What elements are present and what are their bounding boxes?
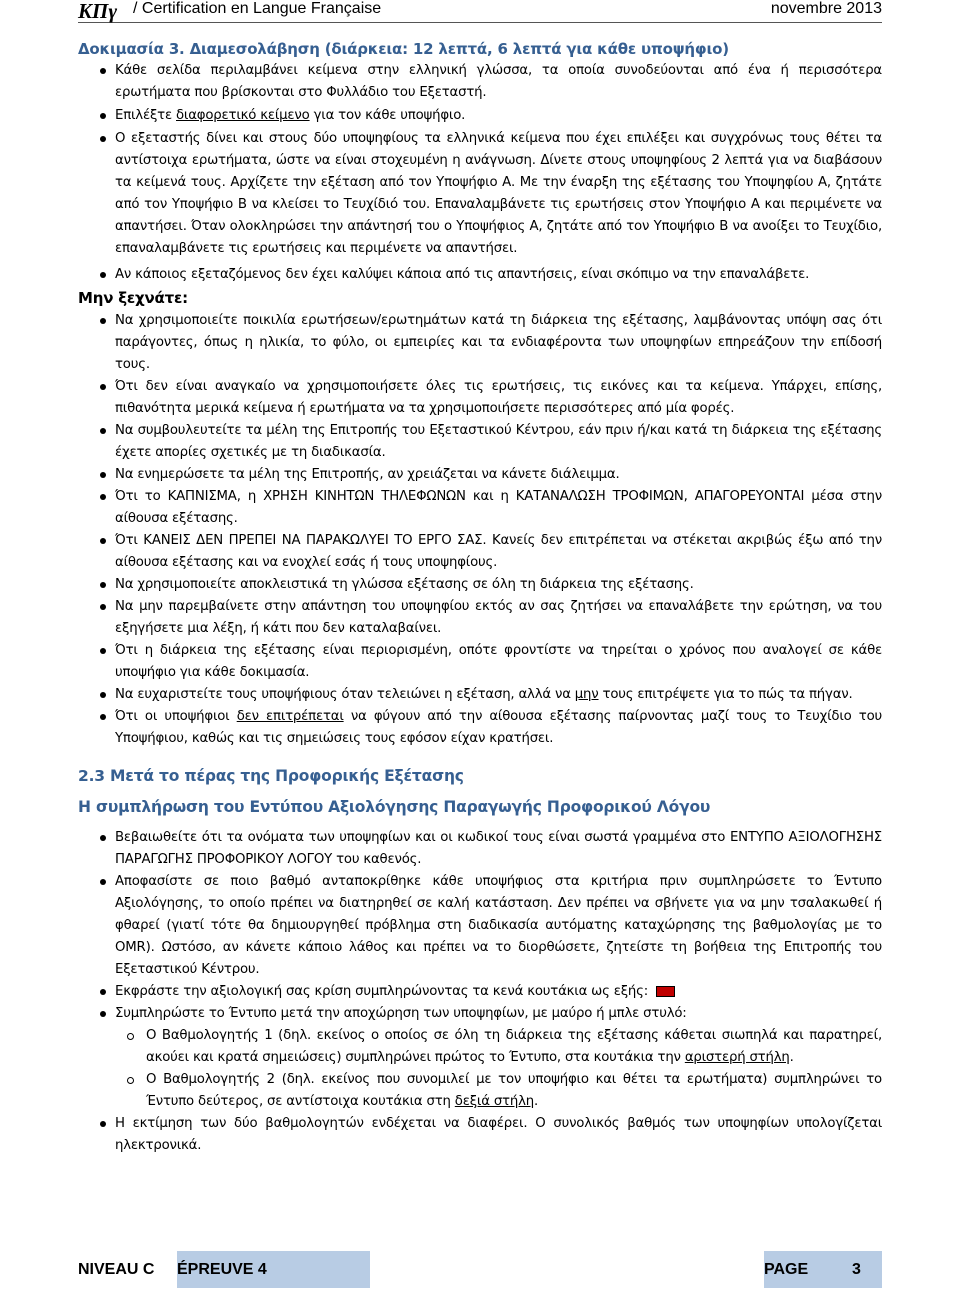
document-body — [78, 38, 882, 1157]
list-item: Αποφασίστε σε ποιο βαθμό ανταποκρίθηκε κάθε υποψήφιος στα κριτήρια πριν συμπληρώσετε το Έντυπο Αξιολόγησης, το οποίο πρέπει να διατηρηθεί σε καλή κατάσταση. Δεν πρέπει να σβήνετε για να μην τσαλακωθεί ή φθαρεί (γιατί τότε θα δημιουργηθεί πρόβλημα στη διαδικασία αυτόματης καταχώρησης της βαθμολογίας με το OMR). Ωστόσο, αν κάνετε κάποιο λάθος και πρέπει να το διορθώσετε, ζητείστε τη βοήθεια της Επιτροπής του Εξεταστικού Κέντρου. — [78, 871, 882, 981]
text-run: Εκφράστε την αξιολογική σας κρίση συμπληρώνοντας τα κενά κουτάκια ως εξής: — [115, 984, 649, 999]
section-3-list — [78, 60, 882, 286]
list-item: Αν κάποιος εξεταζόμενος δεν έχει καλύψει κάποια από τις απαντήσεις, είναι σκόπιμο να την επαναλάβετε. — [78, 264, 882, 286]
list-item: Ότι ΚΑΝΕΙΣ ΔΕΝ ΠΡΕΠΕΙ ΝΑ ΠΑΡΑΚΩΛΥΕΙ ΤΟ ΕΡΓΟ ΣΑΣ. Κανείς δεν επιτρέπεται να στέκεται ακριβώς έξω από την αίθουσα εξέτασης και να ενοχλεί εσάς ή τους υποψηφίους. — [78, 530, 882, 574]
list-item: Να χρησιμοποιείτε ποικιλία ερωτήσεων/ερωτημάτων κατά τη διάρκεια της εξέτασης, λαμβάνοντας υπόψη σας ότι παράγοντες, όπως η ηλικία, το φύλο, οι εμπειρίες και τα ενδιαφέροντα των υποψηφίων επηρεάζουν την επίδοσή τους. — [78, 310, 882, 376]
list-item — [78, 706, 882, 750]
scorer-sublist — [78, 1025, 882, 1113]
section-2-3-subtitle: Η συμπλήρωση του Εντύπου Αξιολόγησης Παραγωγής Προφορικού Λόγου — [78, 798, 711, 816]
list-item: Κάθε σελίδα περιλαμβάνει κείμενα στην ελληνική γλώσσα, τα οποία συνοδεύονται από ένα ή περισσότερα ερωτήματα που βρίσκονται στο Φυλλάδιο του Εξεταστή. — [78, 60, 882, 104]
header-date: novembre 2013 — [770, 0, 882, 17]
page-header — [78, 0, 882, 23]
footer-test-label: ÉPREUVE 4 — [177, 1261, 267, 1278]
list-item: Ότι δεν είναι αναγκαίο να χρησιμοποιήσετε όλες τις ερωτήσεις, τις εικόνες και τα κείμενα. Υπάρχει, επίσης, πιθανότητα μερικά κείμενα ή ερωτήματα να τα χρησιμοποιήσετε περισσότερες από μία φορές. — [78, 376, 882, 420]
sub-list-item — [78, 1025, 882, 1069]
list-item: Να μην παρεμβαίνετε στην απάντηση του υποψηφίου εκτός αν σας ζητήσει να επαναλάβετε την ερώτηση, να του εξηγήσετε μια λέξη, ή κάτι που δεν καταλαβαίνει. — [78, 596, 882, 640]
filled-box-example — [656, 986, 675, 997]
footer-page-label: PAGE — [764, 1251, 852, 1288]
text-run: Ότι οι υποψήφιοι — [115, 709, 237, 724]
underlined-text: δεν επιτρέπεται — [236, 709, 344, 724]
section-2-3-title: 2.3 Μετά το πέρας της Προφορικής Εξέτασης — [78, 767, 464, 785]
text-run: να φύγουν από την αίθουσα εξέτασης παίρνοντας μαζί τους το Τευχίδιο του Υποψήφιου, καθώς και τις σημειώσεις τους εφόσον είχαν κρατήσει. — [115, 709, 882, 746]
sub-list-item — [78, 1069, 882, 1113]
section-3-title: Δοκιμασία 3. Διαμεσολάβηση (διάρκεια: 12 λεπτά, 6 λεπτά για κάθε υποψήφιο) — [78, 40, 729, 58]
certification-subtitle: / Certification en Langue Française — [133, 0, 382, 17]
page-footer — [78, 1251, 882, 1288]
text-run: τους επιτρέψετε για το πώς τα πήγαν. — [598, 687, 853, 702]
footer-level: NIVEAU C — [78, 1261, 155, 1278]
reminder-title: Μην ξεχνάτε: — [78, 289, 188, 307]
footer-page-number: 3 — [852, 1251, 882, 1288]
list-item: Ότι το ΚΑΠΝΙΣΜΑ, η ΧΡΗΣΗ ΚΙΝΗΤΩΝ ΤΗΛΕΦΩΝΩΝ και η ΚΑΤΑΝΑΛΩΣΗ ΤΡΟΦΙΜΩΝ, ΑΠΑΓΟΡΕΥΟΝΤΑΙ μέσα στην αίθουσα εξέτασης. — [78, 486, 882, 530]
text-run: για τον κάθε υποψήφιο. — [309, 108, 466, 123]
list-item: Η εκτίμηση των δύο βαθμολογητών ενδέχεται να διαφέρει. Ο συνολικός βαθμός των υποψηφίων υπολογίζεται ηλεκτρονικά. — [78, 1113, 882, 1157]
list-item: Συμπληρώστε το Έντυπο μετά την αποχώρηση των υποψηφίων, με μαύρο ή μπλε στυλό: — [78, 1003, 882, 1025]
underlined-text: δεξιά στήλη — [454, 1094, 534, 1109]
list-item: Να χρησιμοποιείτε αποκλειστικά τη γλώσσα εξέτασης σε όλη τη διάρκεια της εξέτασης. — [78, 574, 882, 596]
text-run: . — [533, 1094, 539, 1109]
brand-logo-text: ΚΠγ — [78, 0, 118, 23]
footer-test — [177, 1251, 370, 1288]
underlined-text: αριστερή στήλη — [684, 1050, 790, 1065]
list-item — [78, 684, 882, 706]
list-item — [78, 981, 882, 1003]
list-item — [78, 105, 882, 127]
reminder-list — [78, 310, 882, 750]
list-item: Να συμβουλευτείτε τα μέλη της Επιτροπής του Εξεταστικού Κέντρου, εάν πριν ή/και κατά τη διάρκεια της εξέτασης έχετε απορίες σχετικές με τη διαδικασία. — [78, 420, 882, 464]
text-run: Ο Βαθμολογητής 1 (δηλ. εκείνος ο οποίος σε όλη τη διάρκεια της εξέτασης κάθεται σιωπηλά και παρατηρεί, ακούει και κρατά σημειώσεις) συμπληρώνει πρώτος το Έντυπο, στα κουτάκια την — [146, 1028, 882, 1065]
section-2-3-list — [78, 827, 882, 1025]
underlined-text: μην — [574, 687, 599, 702]
text-run: Ο Βαθμολογητής 2 (δηλ. εκείνος που συνομιλεί με τον υποψήφιο και θέτει τα ερωτήματα) συμπληρώνει το Έντυπο δεύτερος, σε αντίστοιχα κουτάκια στη — [146, 1072, 882, 1109]
text-run: Επιλέξτε — [115, 108, 176, 123]
text-run: . — [789, 1050, 794, 1065]
list-item: Να ενημερώσετε τα μέλη της Επιτροπής, αν χρειάζεται να κάνετε διάλειμμα. — [78, 464, 882, 486]
list-item: Ο εξεταστής δίνει και στους δύο υποψηφίους τα ελληνικά κείμενα που έχει επιλέξει και συγχρόνως τους θέτει τα αντίστοιχα ερωτήματα, ώστε να είναι στοχευμένη η ανάγνωση. Δίνετε στους υποψηφίους 2 λεπτά για να διαβάσουν τα κείμενά τους. Αρχίζετε την εξέταση από τον Υποψήφιο Α. Με την έναρξη της εξέτασης του Υποψηφίου Α, ζητάτε από τον Υποψήφιο Β να κλείσει το Τευχίδιό του. Επαναλαμβάνετε τις ερωτήσεις στον Υποψήφιο Α και περιμένετε να απαντήσει. Όταν ολοκληρώσει την απάντησή του ο Υποψήφιος Α, ζητάτε από τον Υποψήφιο Β να ανοίξει το Τευχίδιο, επαναλαμβάνετε τις ερωτήσεις και περιμένετε να απαντήσει. — [78, 128, 882, 260]
list-item: Ότι η διάρκεια της εξέτασης είναι περιορισμένη, οπότε φροντίστε να τηρείται ο χρόνος που αναλογεί σε κάθε υποψήφιο για κάθε δοκιμασία. — [78, 640, 882, 684]
text-run: Να ευχαριστείτε τους υποψήφιους όταν τελειώνει η εξέταση, αλλά να — [115, 687, 575, 702]
list-item: Βεβαιωθείτε ότι τα ονόματα των υποψηφίων και οι κωδικοί τους είναι σωστά γραμμένα στο ΕΝΤΥΠΟ ΑΞΙΟΛΟΓΗΣΗΣ ΠΑΡΑΓΩΓΗΣ ΠΡΟΦΟΡΙΚΟΥ ΛΟΓΟΥ του καθενός. — [78, 827, 882, 871]
section-2-3-list-end — [78, 1113, 882, 1157]
underlined-text: διαφορετικό κείμενο — [176, 108, 310, 123]
